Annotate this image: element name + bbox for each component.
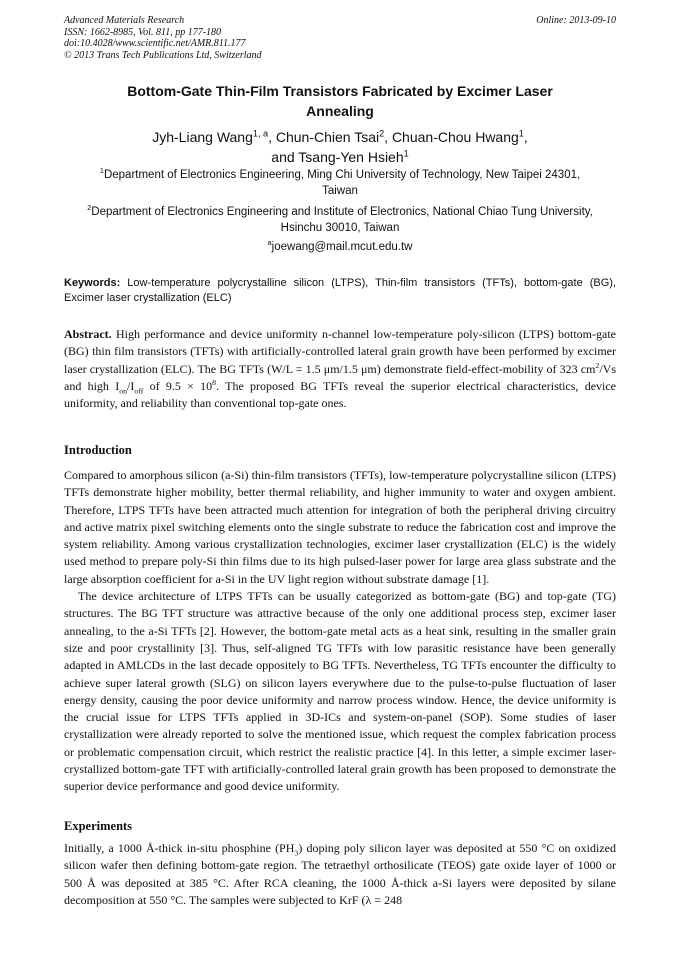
keywords-block xyxy=(64,276,616,306)
introduction-paragraph-1: Compared to amorphous silicon (a-Si) thin-film transistors (TFTs), low-temperature polycrystalline silicon (LTPS) TFTs demonstrate higher mobility, better thermal reliability, and higher immunity to water and oxygen ambient. Therefore, LTPS TFTs have been attracted much attention for integration of both the peripheral driving circuitry and active matrix pixel switching elements onto the single substrate to reduce the fabrication cost and improve the system reliability. Among various crystallization technologies, excimer laser crystallization (ELC) is the widely used method to prepare poly-Si thin films due to its high pulsed-laser power for large area glass substrate and the large absorption coefficient for a-Si in the UV light region without substrate damage [1]. xyxy=(64,468,616,586)
author-separator: , xyxy=(384,129,392,145)
introduction-body xyxy=(64,467,616,796)
authors-line-1 xyxy=(64,127,616,147)
journal-name: Advanced Materials Research xyxy=(64,15,185,26)
email-mark: a xyxy=(267,238,272,248)
abstract-text: of 9.5 × 10 xyxy=(143,378,213,393)
abstract-subscript: on xyxy=(119,386,127,396)
online-date: Online: 2013-09-10 xyxy=(536,15,616,26)
author-list xyxy=(64,127,616,167)
experiments-text: Initially, a 1000 Å-thick in-situ phosphine (PH xyxy=(64,841,295,855)
affiliation-1-mark: 1 xyxy=(99,166,104,176)
author-3-affiliation: 1 xyxy=(518,128,524,139)
title-line-1: Bottom-Gate Thin-Film Transistors Fabricated by Excimer Laser xyxy=(127,83,553,99)
experiments-text: ) doping poly silicon layer was deposited at 550 °C on oxidized silicon wafer then defining bottom-gate region. The tetraethyl orthosilicate (TEOS) gate oxide layer of 1000 or 500 Å was deposited at 385 °C. After RCA cleaning, the 1000 Å-thick a-Si layers were deposited by silane decomposition at 550 °C. The samples were subjected to KrF (λ = 248 xyxy=(64,841,616,907)
affiliation-2 xyxy=(64,205,616,236)
author-2: Chun-Chien Tsai xyxy=(275,129,380,145)
affiliation-2-line-2: Hsinchu 30010, Taiwan xyxy=(280,221,400,234)
abstract-text: /Vs and high I xyxy=(64,361,616,393)
abstract-text: /I xyxy=(127,378,135,393)
author-1: Jyh-Liang Wang xyxy=(152,129,253,145)
publication-info xyxy=(64,15,616,61)
abstract-text: . The proposed BG TFTs reveal the superior electrical characteristics, device uniformity, and reliability than conventional top-gate ones. xyxy=(64,378,617,411)
abstract-label: Abstract. xyxy=(64,327,112,341)
introduction-paragraph-2: The device architecture of LTPS TFTs can be usually categorized as bottom-gate (BG) and top-gate (TG) structures. The BG TFT structure was attractive because of the only one additional process step, excimer laser annealing, to the a-Si TFTs [2]. However, the bottom-gate metal acts as a heat sink, resulting in the smaller grain size and poor crystallinity [3]. Thus, self-aligned TG TFTs with low parasitic resistance have been generally adapted in AMLCDs in the last decade oppositely to BG TFTs. Nevertheless, TG TFTs encounter the difficulty to achieve super lateral growth (SLG) on silicon layers everywhere due to the pulse-to-pulse fluctuation of laser energy density, causing the poor device uniformity and narrow process window. Hence, the device uniformity is the crucial issue for LTPS TFTs applied in 3D-ICs and system-on-panel (SOP). Some studies of laser crystallization were already reported to solve the mentioned issue, which request the complex fabrication process or problematic compensation circuit, which restrict the realistic practice [4]. In this letter, a simple excimer laser-crystallized bottom-gate TFT with artificially-controlled lateral grain growth has been proposed to demonstrate the superior device performance and good device uniformity. xyxy=(64,589,616,794)
email-address[interactable]: joewang@mail.mcut.edu.tw xyxy=(271,241,413,253)
experiments-subscript: 3 xyxy=(294,848,299,858)
abstract-text: High performance and device uniformity n-channel low-temperature poly-silicon (LTPS) bottom-gate (BG) thin film transistors (TFTs) with artificially-controlled lateral grain growth have been performed by excimer laser crystallization (ELC). The BG TFTs (W/L = 1.5 μm/1.5 μm) demonstrate field-effect-mobility of 323 cm xyxy=(64,327,616,376)
affiliation-1-line-1: Department of Electronics Engineering, Ming Chi University of Technology, New Taipei 24301, xyxy=(103,169,581,181)
affiliation-2-mark: 2 xyxy=(87,203,92,213)
abstract xyxy=(64,326,616,412)
introduction-heading: Introduction xyxy=(64,443,132,457)
keywords-text: Low-temperature polycrystalline silicon (LTPS), Thin-film transistors (TFTs), bottom-gate (BG), Excimer laser crystallization (ELC) xyxy=(64,277,616,304)
affiliation-1-line-2: Taiwan xyxy=(322,184,358,197)
affiliation-2-line-1: Department of Electronics Engineering and Institute of Electronics, National Chiao Tung University, xyxy=(91,206,593,218)
title-line-2: Annealing xyxy=(306,103,374,119)
corresponding-email xyxy=(64,240,616,255)
authors-line-2 xyxy=(64,147,616,167)
author-4: Tsang-Yen Hsieh xyxy=(298,149,404,165)
abstract-superscript: 2 xyxy=(595,360,600,370)
author-4-affiliation: 1 xyxy=(403,148,409,159)
abstract-superscript: 8 xyxy=(212,377,217,387)
copyright-line: © 2013 Trans Tech Publications Ltd, Switzerland xyxy=(64,49,262,61)
paper-title xyxy=(64,81,616,121)
doi-line: doi:10.4028/www.scientific.net/AMR.811.177 xyxy=(64,38,246,49)
abstract-subscript: off xyxy=(134,386,144,396)
author-separator: , xyxy=(523,129,528,145)
issn-line: ISSN: 1662-8985, Vol. 811, pp 177-180 xyxy=(64,26,222,38)
affiliation-1 xyxy=(64,168,616,199)
experiments-body xyxy=(64,840,616,909)
author-3: Chuan-Chou Hwang xyxy=(391,129,519,145)
author-2-affiliation: 2 xyxy=(379,128,385,139)
experiments-heading: Experiments xyxy=(64,819,133,833)
running-header xyxy=(64,15,616,61)
author-conjunction: and xyxy=(271,149,299,165)
author-separator: , xyxy=(268,129,276,145)
keywords-label: Keywords: xyxy=(64,277,121,289)
author-1-affiliation: 1, a xyxy=(252,128,269,139)
